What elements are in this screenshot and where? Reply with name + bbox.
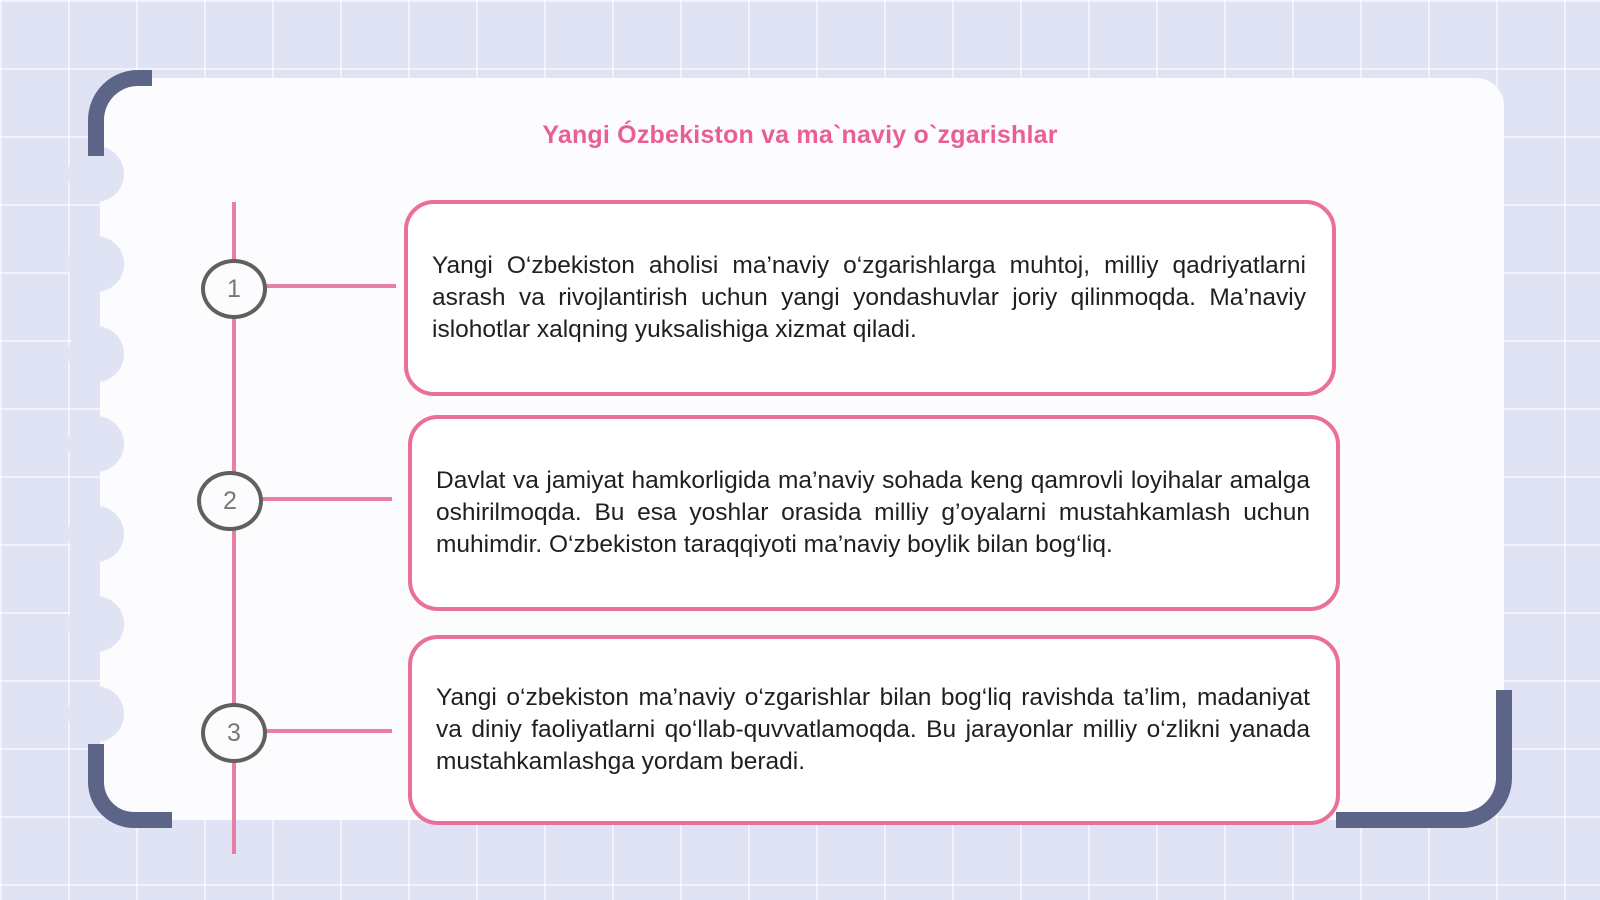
sheet-scallop [68, 596, 124, 652]
card-text-1: Yangi O‘zbekiston aholisi ma’naviy o‘zgarishlarga muhtoj, milliy qadriyatlarni asrash va rivojlantirish uchun yangi yondashuvlar joriy qilinmoqda. Ma’naviy islohotlar xalqning yuksalishiga xizmat qiladi. [432, 252, 1306, 343]
step-number-3: 3 [201, 703, 267, 763]
slide-title: Yangi Ózbekiston va ma`naviy o`zgarishlar [542, 121, 1058, 149]
step-number-1: 1 [201, 259, 267, 319]
content-card-3 [408, 635, 1340, 825]
corner-bracket-bottom-left [88, 744, 172, 828]
sheet-scallop [68, 686, 124, 742]
sheet-scallop [68, 326, 124, 382]
content-card-2 [408, 415, 1340, 611]
sheet-scallop [68, 506, 124, 562]
sheet-scallop [68, 416, 124, 472]
corner-bracket-top-left [88, 70, 152, 156]
corner-bracket-bottom-right [1336, 690, 1512, 828]
card-text-2: Davlat va jamiyat hamkorligida ma’naviy sohada keng qamrovli loyihalar amalga oshirilmoqda. Bu esa yoshlar orasida milliy g’oyalarni mustahkamlash uchun muhimdir. O‘zbekiston taraqqiyoti ma’naviy boylik bilan bog‘liq. [436, 467, 1310, 558]
content-card-1 [404, 200, 1336, 396]
timeline-connector [262, 497, 392, 501]
timeline-connector [266, 729, 392, 733]
timeline-connector [266, 284, 396, 288]
sheet-scallop [68, 236, 124, 292]
step-number-2: 2 [197, 471, 263, 531]
card-text-3: Yangi o‘zbekiston ma’naviy o‘zgarishlar bilan bog‘liq ravishda ta’lim, madaniyat va diniy faoliyatlarni qo‘llab-quvvatlamoqda. Bu jarayonlar milliy o‘zlikni yanada mustahkamlashga yordam beradi. [436, 684, 1310, 775]
